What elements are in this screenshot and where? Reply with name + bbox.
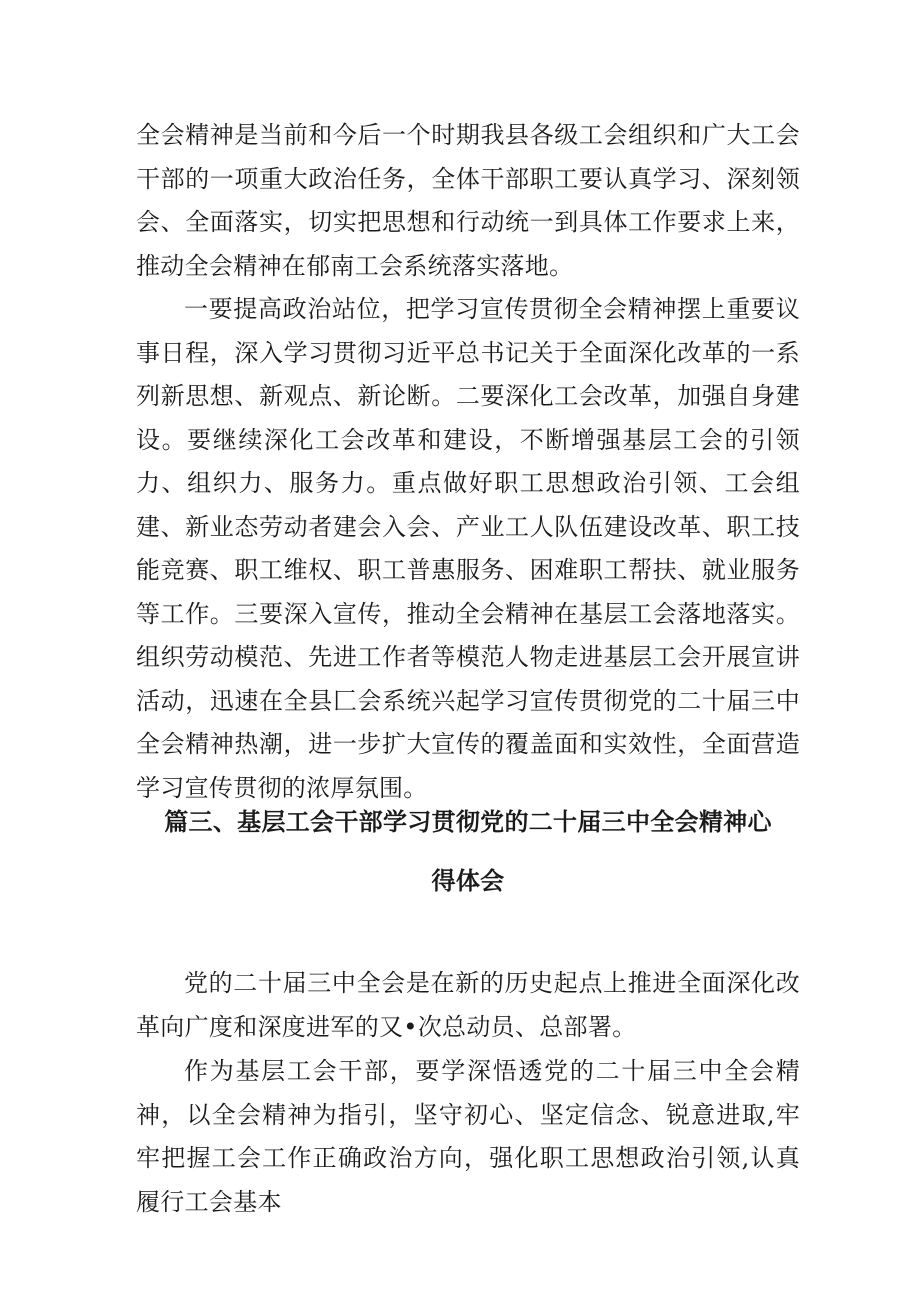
section-heading-line-2: 得体会 <box>431 866 505 895</box>
paragraph-three-requirements: 一要提高政治站位，把学习宣传贯彻全会精神摆上重要议事日程，深入学习贯彻习近平总书记关于全面深化改革的一系列新思想、新观点、新论断。二要深化工会改革，加强自身建设。要继续深化工会改革和建设，不断增强基层工会的引领力、组织力、服务力。重点做好职工思想政治引领、工会组建、新业态劳动者建会入会、产业工人队伍建设改革、职工技能竞赛、职工维权、职工普惠服务、困难职工帮扶、就业服务等工作。三要深入宣传，推动全会精神在基层工会落地落实。组织劳动模范、先进工作者等模范人物走进基层工会开展宣讲活动，迅速在全县匚会系统兴起学习宣传贯彻党的二十届三中全会精神热潮，进一步扩大宣传的覆盖面和实效性，全面营造学习宣传贯彻的浓厚氛围。 <box>136 295 800 802</box>
section-heading-line-1: 篇三、基层工会干部学习贯彻党的二十届三中全会精神心 <box>164 807 772 836</box>
paragraph-plenum-intro: 党的二十届三中全会是在新的历史起点上推进全面深化改革向广度和深度进军的又•次总动员、总部署。 <box>136 969 800 1041</box>
paragraph-cadre-role: 作为基层工会干部，要学深悟透党的二十届三中全会精神，以全会精神为指引，坚守初心、坚定信念、锐意进取,牢牢把握工会工作正确政治方向，强化职工思想政治引领,认真履行工会基本 <box>136 1057 800 1216</box>
paragraph-continuation: 全会精神是当前和今后一个时期我县各级工会组织和广大工会干部的一项重大政治任务，全体干部职工要认真学习、深刻领会、全面落实，切实把思想和行动统一到具体工作要求上来，推动全会精神在郁南工会系统落实落地。 <box>136 121 800 280</box>
